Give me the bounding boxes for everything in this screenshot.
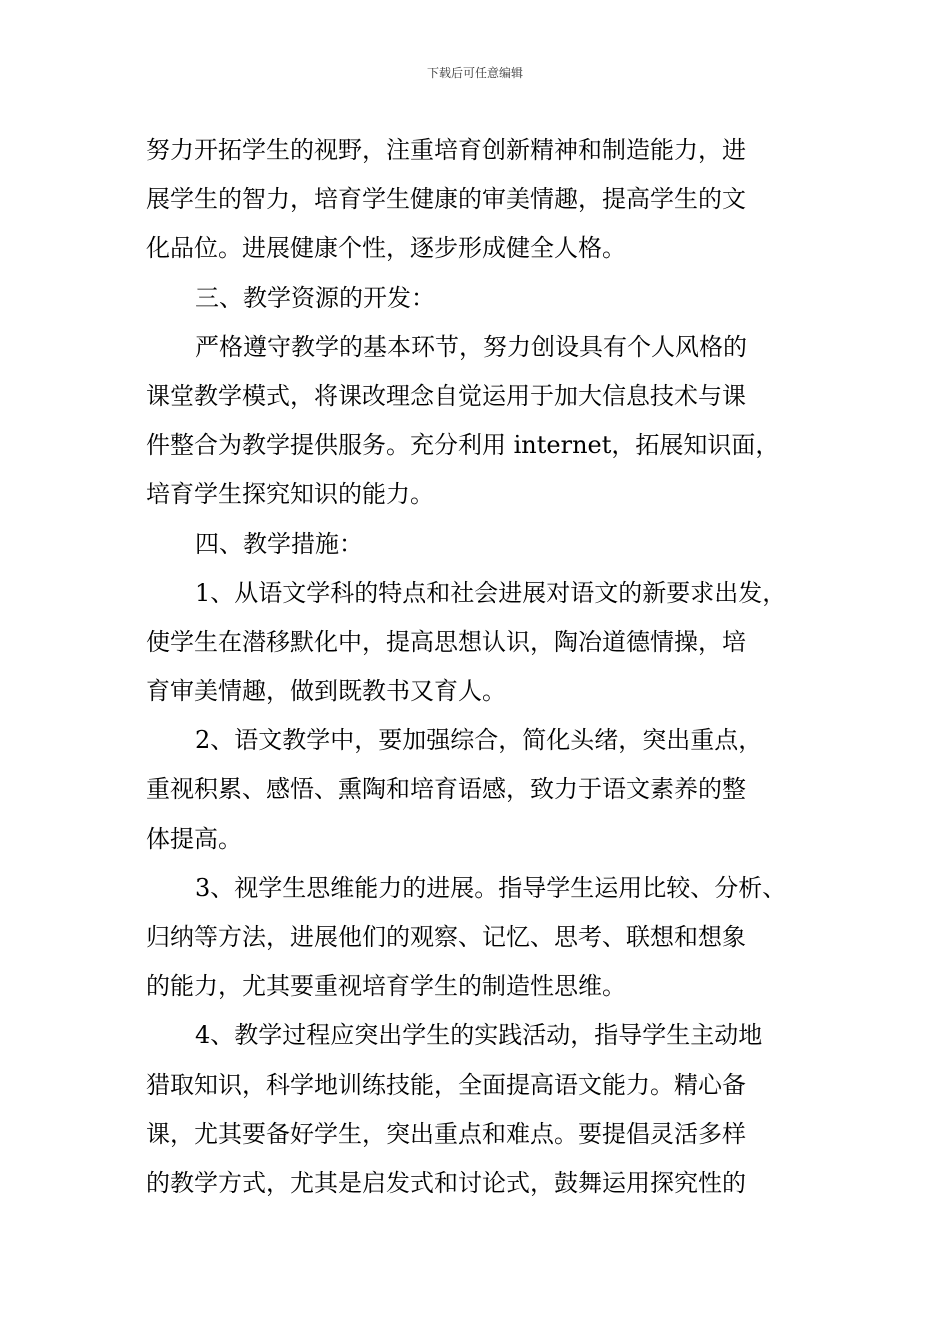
text-line: 件整合为教学提供服务。充分利用 internet，拓展知识面， — [146, 431, 780, 460]
text-line: 课，尤其要备好学生，突出重点和难点。要提倡灵活多样 — [146, 1119, 746, 1148]
text-line: 的能力，尤其要重视培育学生的制造性思维。 — [146, 972, 626, 1001]
text-line: 培育学生探究知识的能力。 — [146, 480, 434, 509]
text-line: 归纳等方法，进展他们的观察、记忆、思考、联想和想象 — [146, 923, 746, 951]
text-line: 重视积累、感悟、熏陶和培育语感，致力于语文素养的整 — [146, 775, 746, 804]
text-line: 猎取知识，科学地训练技能，全面提高语文能力。精心备 — [146, 1070, 746, 1099]
body-text — [146, 126, 836, 1208]
text-line: 使学生在潜移默化中，提高思想认识，陶冶道德情操，培 — [146, 627, 746, 656]
text-line: 1、从语文学科的特点和社会进展对语文的新要求出发， — [195, 578, 787, 607]
text-line: 展学生的智力，培育学生健康的审美情趣，提高学生的文 — [146, 185, 746, 214]
text-line: 4、教学过程应突出学生的实践活动，指导学生主动地 — [195, 1021, 763, 1050]
section-heading-measures: 四、教学措施： — [195, 529, 363, 558]
text-line: 化品位。进展健康个性，逐步形成健全人格。 — [146, 234, 626, 263]
text-line: 严格遵守教学的基本环节，努力创设具有个人风格的 — [195, 332, 747, 361]
page-header: 下载后可任意编辑 — [426, 66, 523, 80]
text-line: 育审美情趣，做到既教书又育人。 — [146, 677, 506, 706]
text-line: 2、语文教学中，要加强综合，简化头绪，突出重点， — [195, 726, 763, 755]
text-line: 努力开拓学生的视野，注重培育创新精神和制造能力，进 — [146, 136, 746, 164]
text-line: 3、视学生思维能力的进展。指导学生运用比较、分析、 — [195, 873, 787, 902]
text-line: 课堂教学模式，将课改理念自觉运用于加大信息技术与课 — [146, 381, 746, 410]
text-line: 的教学方式，尤其是启发式和讨论式，鼓舞运用探究性的 — [146, 1168, 746, 1197]
text-line: 体提高。 — [146, 824, 242, 853]
section-heading-resources: 三、教学资源的开发： — [195, 283, 435, 312]
